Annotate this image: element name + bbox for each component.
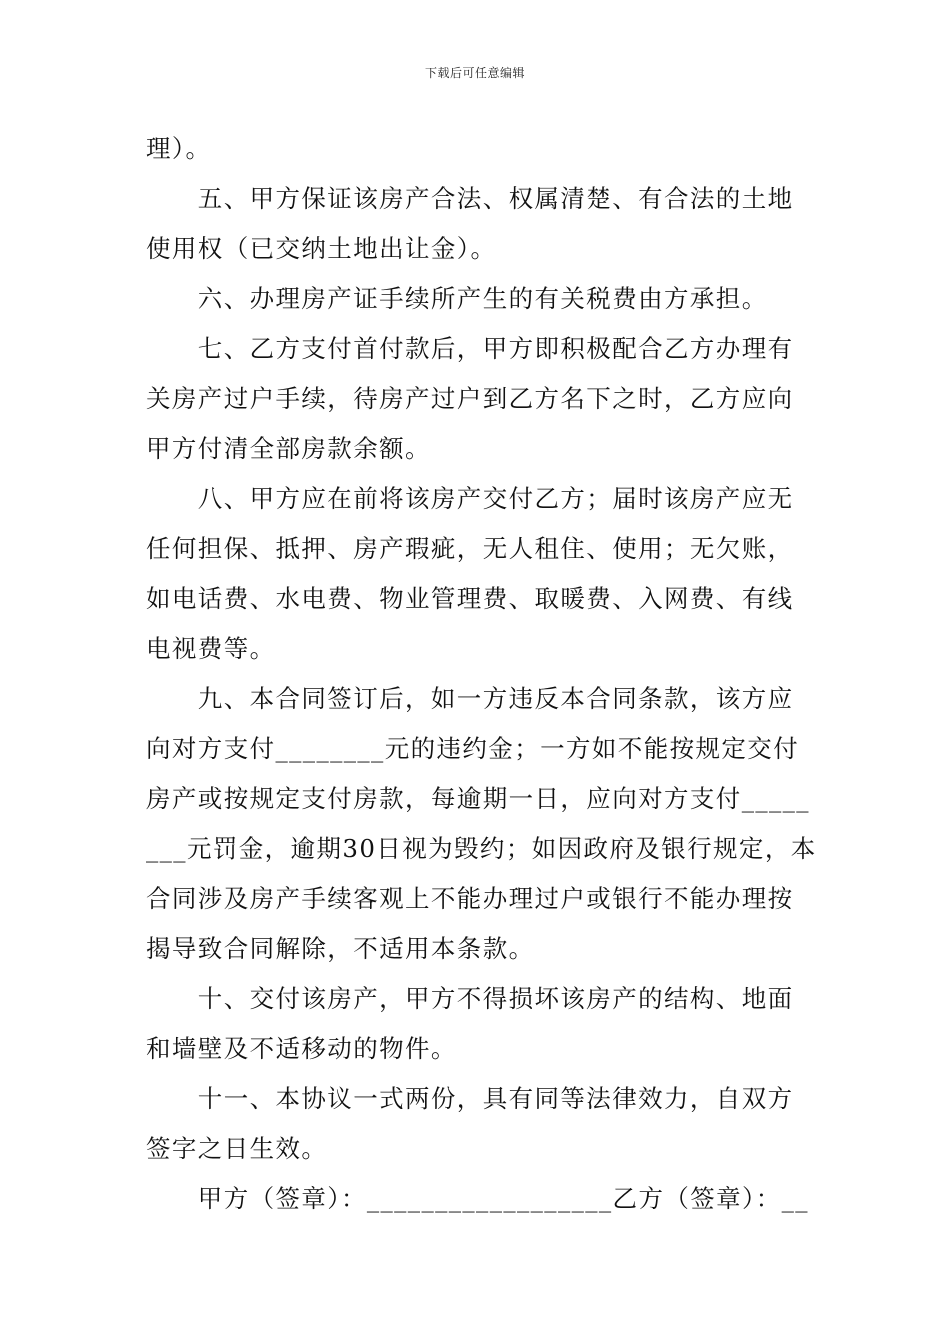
body-line: 五、甲方保证该房产合法、权属清楚、有合法的土地 xyxy=(146,184,794,213)
body-line: 七、乙方支付首付款后，甲方即积极配合乙方办理有 xyxy=(146,334,794,363)
body-line: 十一、本协议一式两份，具有同等法律效力，自双方 xyxy=(146,1084,794,1113)
body-line: 电视费等。 xyxy=(146,634,276,663)
body-line: 甲方付清全部房款余额。 xyxy=(146,434,431,463)
body-line: 关房产过户手续，待房产过户到乙方名下之时，乙方应向 xyxy=(146,384,794,413)
body-line: 八、甲方应在前将该房产交付乙方；届时该房产应无 xyxy=(146,484,794,513)
body-line: 合同涉及房产手续客观上不能办理过户或银行不能办理按 xyxy=(146,884,794,913)
body-line: 使用权（已交纳土地出让金）。 xyxy=(146,234,497,263)
body-line: ___元罚金，逾期30日视为毁约；如因政府及银行规定，本 xyxy=(146,834,817,863)
body-line: 和墙壁及不适移动的物件。 xyxy=(146,1034,457,1063)
header-note: 下载后可任意编辑 xyxy=(424,66,525,80)
signature-line: 甲方（签章）：__________________乙方（签章）：__ xyxy=(146,1184,809,1213)
body-line: 揭导致合同解除，不适用本条款。 xyxy=(146,934,535,963)
body-line: 十、交付该房产，甲方不得损坏该房产的结构、地面 xyxy=(146,984,794,1013)
body-line: 向对方支付________元的违约金；一方如不能按规定交付 xyxy=(146,734,800,763)
body-line: 理）。 xyxy=(146,134,212,163)
body-line: 签字之日生效。 xyxy=(146,1134,328,1163)
body-line: 如电话费、水电费、物业管理费、取暖费、入网费、有线 xyxy=(146,584,794,613)
body-line: 房产或按规定支付房款，每逾期一日，应向对方支付_____ xyxy=(146,784,810,813)
body-line: 任何担保、抵押、房产瑕疵，无人租住、使用；无欠账， xyxy=(146,534,794,563)
body-line: 九、本合同签订后，如一方违反本合同条款，该方应 xyxy=(146,684,794,713)
body-line: 六、办理房产证手续所产生的有关税费由方承担。 xyxy=(146,284,768,313)
